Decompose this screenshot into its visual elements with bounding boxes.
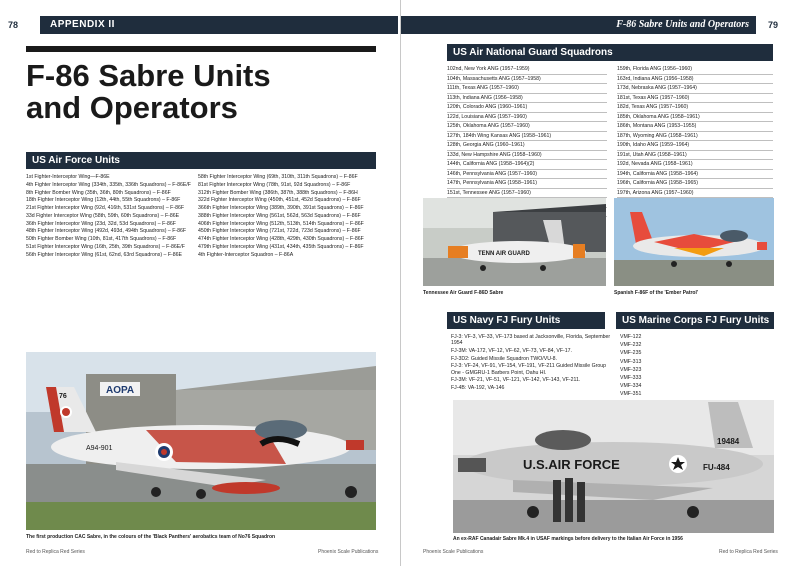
ang-column-2 [617,66,773,218]
list-item: 104th, Massachusetts ANG (1957–1958) [447,76,607,85]
list-item: VMF-313 [620,358,642,365]
list-item: 406th Fighter Interceptor Wing (512th, 513th, 514th Squadrons) – F-86F [198,220,364,227]
list-item: VMF-334 [620,383,642,390]
list-item: 322d Fighter Interceptor Wing (450th, 451st, 452d Squadrons) – F-86F [198,197,361,204]
list-item: 173d, Nebraska ANG (1957–1964) [617,85,773,94]
list-item: 182d, Texas ANG (1957–1960) [617,104,773,113]
list-item: 33d Fighter Interceptor Wing (58th, 59th, 60th Squadrons) – F-86E [26,212,180,219]
list-item: 48th Fighter Interceptor Wing (492d, 493d, 494th Squadrons) – F-86F [26,228,187,235]
list-item: 388th Fighter Interceptor Wing (561st, 562d, 563d Squadrons) – F-86F [198,212,361,219]
left-header [0,8,398,34]
list-item: VMF-235 [620,350,642,357]
usaf-column-2 [198,174,368,260]
list-item: 133d, New Hampshire ANG (1958–1960) [447,152,607,161]
canadair-buzz-number: FU-484 [703,463,730,472]
navy-section-heading: US Navy FJ Fury Units [447,312,605,329]
list-item: 450th Fighter Interceptor Wing (721st, 722d, 723d Squadrons) – F-86F [198,228,361,235]
list-item: 197th, Arizona ANG (1957–1960) [617,190,773,199]
canadair-fuselage-text: U.S.AIR FORCE [523,457,620,472]
list-item: 128th, Georgia ANG (1960–1961) [447,142,607,151]
navy-units-list [451,334,611,392]
spanish-sabre-illustration [614,198,774,286]
tail-code: 76 [59,393,67,400]
list-item: 159th, Florida ANG (1956–1960) [617,66,773,75]
list-item: 8th Fighter Bomber Wing (35th, 36th, 80th Squadrons) – F-86F [26,189,171,196]
list-item: FJ-4B: VA-192, VA-146 [451,384,505,391]
right-page-number: 79 [768,20,779,30]
right-footer-publisher: Phoenix Scale Publications [423,549,484,555]
list-item: 163rd, Indiana ANG (1956–1958) [617,76,773,85]
list-item: FJ-3: VF-3, VF-33, VF-173 based at Jacksonville, Florida, September 1954 [451,334,611,347]
list-item: 113th, Indiana ANG (1956–1958) [447,95,607,104]
canadair-sabre-caption: An ex-RAF Canadair Sabre Mk.4 in USAF markings before delivery to the Italian Air Force in 1956 [453,536,683,542]
list-item: 479th Fighter Interceptor Wing (431st, 434th, 435th Squadrons) – F-86F [198,244,364,251]
list-item: 312th Fighter Bomber Wing (386th, 387th, 388th Squadrons) – F-86H [198,189,358,196]
list-item: VMF-232 [620,342,642,349]
tennessee-sabre-caption: Tennessee Air Guard F-86D Sabre [423,290,504,296]
list-item: 36th Fighter Interceptor Wing (23d, 32d, 53d Squadrons) – F-86F [26,220,176,227]
list-item: 194th, California ANG (1958–1964) [617,171,773,180]
usaf-section-heading: US Air Force Units [26,152,376,169]
list-item: 50th Fighter Bomber Wing (10th, 81st, 417th Squadrons) – F-86F [26,236,177,243]
page-title [26,60,376,124]
list-item: 190th, Idaho ANG (1959–1964) [617,142,773,151]
usaf-column-1 [26,174,191,260]
cac-sabre-illustration [26,352,376,530]
list-item: 181st, Texas ANG (1957–1960) [617,95,773,104]
list-item: 4th Fighter-Interceptor Squadron – F-86A [198,251,294,258]
tennessee-sabre-photo [423,198,606,286]
appendix-title: APPENDIX II [50,19,115,30]
list-item: 120th, Colorado ANG (1960–1961) [447,104,607,113]
left-page-number: 78 [8,20,19,30]
canadair-tail-number: 19484 [717,437,740,446]
list-item: 366th Fighter Interceptor Wing (389th, 390th, 391st Squadrons) – F-86F [198,205,364,212]
title-rule [26,46,376,52]
list-item: 186th, Montana ANG (1953–1955) [617,123,773,132]
usmc-section-heading: US Marine Corps FJ Fury Units [616,312,774,329]
cac-sabre-photo [26,352,376,530]
list-item: FJ-3D2: Guided Missile Squadron TWO/VU-8. [451,355,557,362]
list-item: 122d, Louisiana ANG (1957–1960) [447,114,607,123]
list-item: 151st, Tennessee ANG (1957–1960) [447,190,607,199]
hangar-sign: AOPA [106,385,135,396]
list-item: 21st Fighter Interceptor Wing (92d, 416th, 531st Squadrons) – F-86F [26,205,185,212]
serial-number: A94-901 [86,445,113,452]
list-item: 192d, Nevada ANG (1958–1961) [617,161,773,170]
spanish-sabre-photo [614,198,774,286]
tenn-fuselage-text: TENN AIR GUARD [478,251,530,257]
cac-sabre-caption: The first production CAC Sabre, in the colours of the 'Black Panthers' aerobatics team of No76 Squadron [26,534,276,540]
list-item: 191st, Utah ANG (1958–1961) [617,152,773,161]
list-item: 144th, California ANG (1958–1964)(2) [447,161,607,170]
list-item: VMF-351 [620,391,642,398]
tennessee-sabre-illustration [423,198,606,286]
left-footer-series: Red to Replica Red Series [26,549,85,555]
list-item: VMF-122 [620,334,642,340]
list-item: 147th, Pennsylvania ANG (1958–1961) [447,180,607,189]
list-item: 111th, Texas ANG (1957–1960) [447,85,607,94]
list-item: FJ-3M: VA-172, VF-12, VF-62, VF-73, VF-84, VF-17. [451,348,572,354]
list-item: 146th, Pennsylvania ANG (1957–1960) [447,171,607,180]
list-item: FJ-3M: VF-21, VF-51, VF-121, VF-142, VF-143, VF-211. [451,377,581,384]
list-item: 474th Fighter Interceptor Wing (428th, 429th, 430th Squadrons) – F-86F [198,236,364,243]
page-title-line1: F-86 Sabre Units [26,58,271,93]
list-item: 58th Fighter Interceptor Wing (69th, 310th, 311th Squadrons) – F-86F [198,174,358,180]
list-item: 187th, Wyoming ANG (1958–1961) [617,133,773,142]
left-footer-publisher: Phoenix Scale Publications [318,549,379,555]
right-page [400,0,800,566]
list-item: 102nd, New York ANG (1957–1959) [447,66,607,75]
canadair-sabre-photo [453,400,774,533]
list-item: 127th, 184th Wing Kansas ANG (1958–1961) [447,133,607,142]
list-item: 125th, Oklahoma ANG (1957–1960) [447,123,607,132]
list-item: 81st Fighter Interceptor Wing (78th, 91st, 92d Squadrons) – F-86F [198,181,351,188]
right-footer-series: Red to Replica Red Series [719,549,778,555]
list-item: 196th, California ANG (1958–1965) [617,180,773,189]
list-item: 18th Fighter Interceptor Wing (12th, 44th, 55th Squadrons) – F-86F [26,197,181,204]
page-title-line2: and Operators [26,90,238,125]
list-item: VMF-333 [620,374,642,381]
list-item: 185th, Oklahoma ANG (1958–1961) [617,114,773,123]
right-header [401,8,800,34]
list-item: 51st Fighter Interceptor Wing (16th, 25th, 39th Squadrons) – F-86E/F [26,244,185,251]
list-item: VMF-323 [620,366,642,373]
list-item: 1st Fighter-Interceptor Wing—F-86E [26,174,110,180]
list-item: FJ-3: VF-24, VF-91, VF-154, VF-191, VF-211 Guided Missile Group One - GMGRU-1 Barbers Point, Oahu HI. [451,363,607,376]
ang-column-1 [447,66,607,218]
canadair-sabre-illustration [453,400,774,533]
list-item: 56th Fighter Interceptor Wing (61st, 62nd, 63rd Squadrons) – F-86E [26,251,182,258]
spanish-sabre-caption: Spanish F-86F of the 'Ember Patrol' [614,290,699,296]
list-item: 4th Fighter Interceptor Wing (334th, 335th, 336th Squadrons) – F-86E/F [26,181,191,188]
ang-section-heading: US Air National Guard Squadrons [447,44,773,61]
usmc-units-list [620,334,770,400]
running-title: F-86 Sabre Units and Operators [616,19,749,30]
